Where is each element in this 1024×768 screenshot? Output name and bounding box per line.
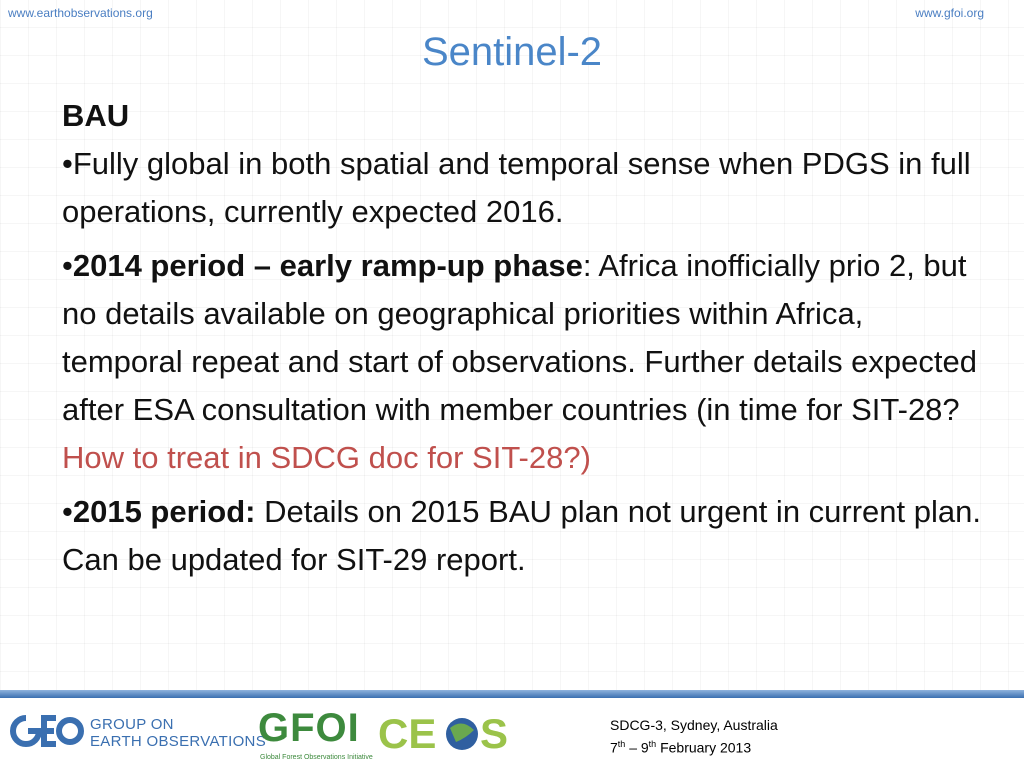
bullet-2-red-question: How to treat in SDCG doc for SIT-28?) (62, 440, 591, 475)
date-month-year: February 2013 (656, 739, 752, 756)
date-day-end: – 9 (625, 739, 649, 756)
footer-divider (0, 690, 1024, 698)
bullet-fully-global: •Fully global in both spatial and temporal sense when PDGS in full operations, currently expected 2016. (62, 146, 971, 229)
svg-text:CE: CE (378, 710, 437, 757)
earthobservations-url[interactable]: www.earthobservations.org (8, 6, 153, 20)
slide-title: Sentinel-2 (421, 30, 603, 74)
date-suffix-start: th (617, 739, 626, 749)
event-info (610, 716, 778, 758)
footer (0, 698, 1024, 768)
event-location: SDCG-3, Sydney, Australia (610, 717, 778, 733)
gfoi-logo (258, 706, 373, 766)
slide-body (62, 92, 982, 590)
geo-logo-text (90, 716, 266, 750)
bullet-3-text: Details on 2015 BAU plan not urgent in current plan. Can be updated for SIT-29 report. (62, 494, 981, 577)
bau-heading: BAU (62, 98, 130, 133)
date-day-start: 7 (610, 739, 618, 756)
bullet-2015-period: •2015 period: Details on 2015 BAU plan not urgent in current plan. Can be updated for SIT-29 report. (62, 494, 981, 577)
bullet-2-text: : Africa inofficially prio 2, but no details available on geographical priorities within Africa, temporal repeat and start of observations. Further details expected after ESA consultation with member countries (in time for SIT-28? (62, 248, 977, 427)
gfoi-subtitle: Global Forest Observations Initiative (260, 754, 373, 761)
bullet-2014-period: •2014 period – early ramp-up phase: Africa inofficially prio 2, but no details available on geographical priorities within Africa, temporal repeat and start of observations. Further details expected after ESA consultation with member countries (in time for SIT-28? How to treat in SDCG doc for SIT-28?) (62, 248, 977, 475)
date-suffix-end: th (648, 739, 657, 749)
geo-line-2: EARTH OBSERVATIONS (90, 733, 266, 750)
bullet-1-text: Fully global in both spatial and temporal sense when PDGS in full operations, currently expected 2016. (62, 146, 971, 229)
bullet-3-bold: 2015 period: (72, 494, 256, 529)
gfoi-wordmark: GFOI (258, 706, 360, 750)
gfoi-url[interactable]: www.gfoi.org (915, 6, 984, 20)
ceos-logo-icon (378, 708, 518, 758)
geo-logo-icon (6, 712, 84, 750)
svg-text:S: S (480, 710, 509, 757)
geo-line-1: GROUP ON (90, 716, 174, 733)
bullet-2-bold: 2014 period – early ramp-up phase (72, 248, 583, 283)
event-dates (610, 735, 778, 758)
